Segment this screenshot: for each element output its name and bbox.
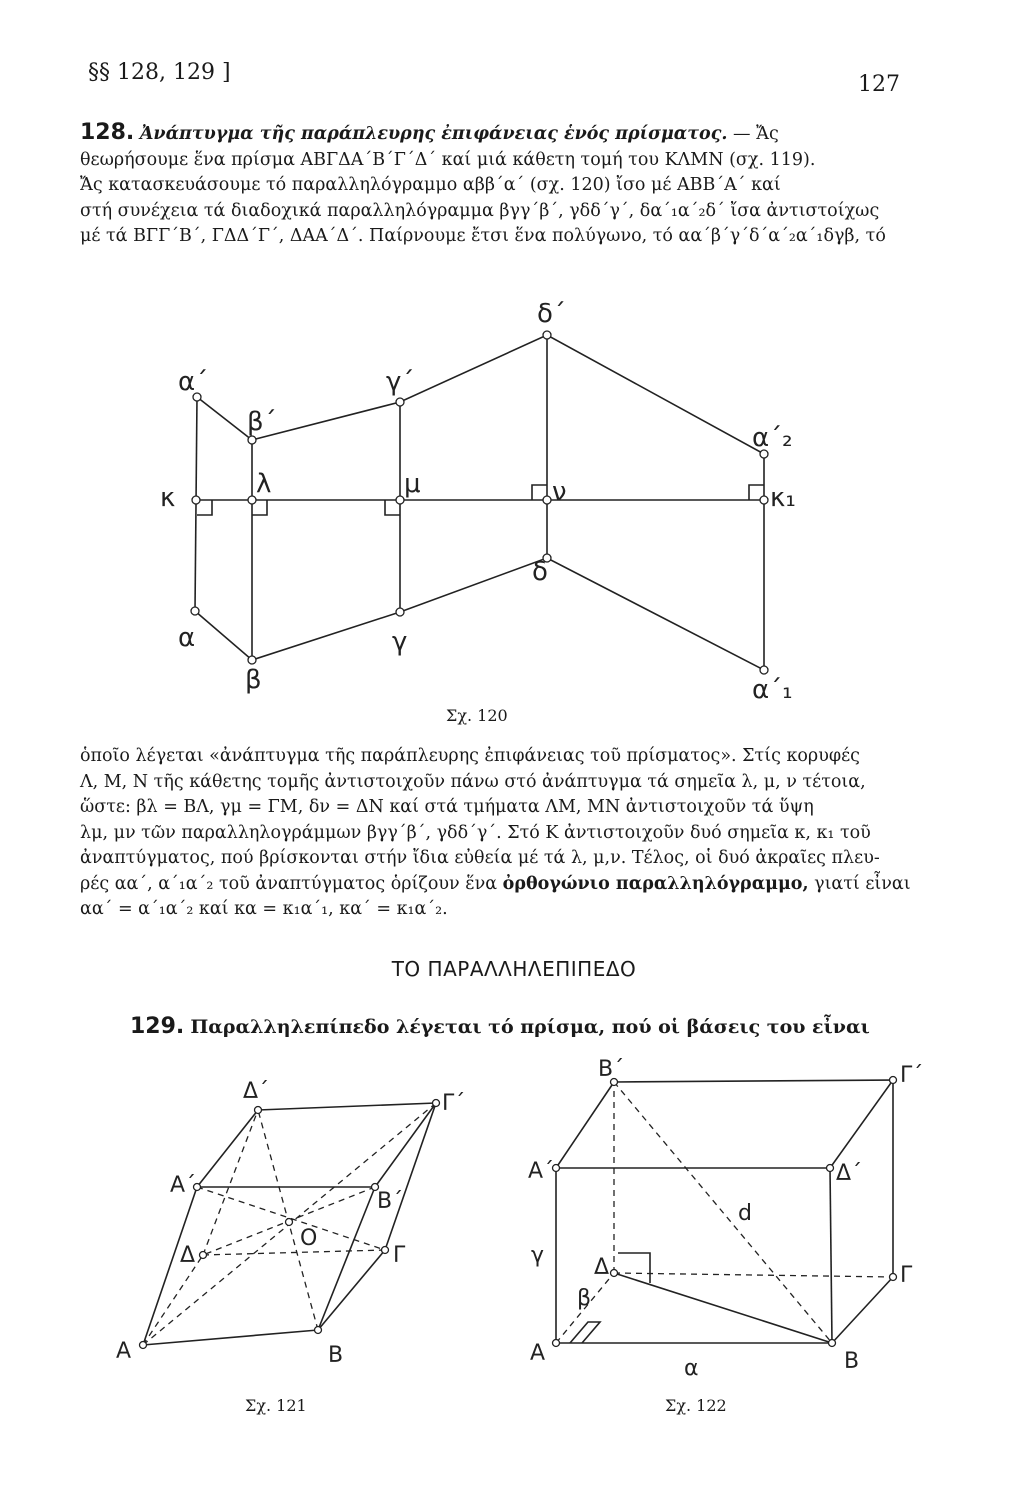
figure-120-development: [150, 299, 850, 728]
fig120-label-l: λ: [256, 469, 272, 499]
fig122-point: [890, 1077, 897, 1084]
figure-122-parallelepiped: [525, 1055, 925, 1380]
fig122-point: [553, 1340, 560, 1347]
fig122-dashed-lines: [556, 1082, 893, 1343]
fig122-point: [890, 1274, 897, 1281]
fig122-point: [611, 1270, 618, 1277]
fig120-label-n: ν: [552, 477, 567, 507]
fig120-point: [192, 496, 200, 504]
fig122-point: [827, 1165, 834, 1172]
header-sections: §§ 128, 129 ]: [88, 60, 231, 85]
section-128-paragraph: [80, 120, 955, 250]
fig121-point: [200, 1252, 207, 1259]
section-128-line: Ἄς κατασκευάσουμε τό παραλληλόγραμμο αββ΄α΄ (σχ. 120) ἴσο μέ ΑΒΒ΄Α΄ καί: [80, 175, 781, 195]
fig120-label-a-prime: α΄: [178, 367, 209, 397]
continuation-line: Λ, Μ, Ν τῆς κάθετης τομῆς ἀντιστοιχοῦν πάνω στό ἀνάπτυγμα τά σημεῖα λ, μ, ν τέτοια,: [80, 771, 866, 792]
fig122-label-b-prime: Β΄: [598, 1057, 625, 1082]
section-128-number: 128.: [80, 120, 135, 145]
section-128-title: Ἀνάπτυγμα τῆς παράπλευρης ἐπιφάνειας ἑνός πρίσματος.: [139, 124, 728, 144]
fig121-point: [433, 1100, 440, 1107]
fig121-point: [286, 1219, 293, 1226]
fig121-label-d: Δ: [180, 1243, 196, 1268]
fig121-label-b-prime: Β΄: [377, 1189, 404, 1214]
fig122-label-d-length: d: [738, 1201, 752, 1226]
fig120-label-d-prime: δ΄: [537, 299, 566, 329]
fig121-point: [140, 1342, 147, 1349]
fig120-label-b: β: [245, 665, 262, 695]
fig122-label-gamma: γ: [531, 1243, 545, 1268]
fig122-point: [829, 1340, 836, 1347]
continuation-line: ὥστε: βλ = ΒΛ, γμ = ΓΜ, δν = ΔΝ καί στά τμήματα ΛΜ, ΜΝ ἀντιστοιχοῦν τά ὕψη: [80, 797, 814, 817]
fig122-diagonal-ab: [614, 1273, 832, 1343]
section-129-number: 129.: [130, 1014, 185, 1039]
fig122-label-alpha: α: [684, 1356, 699, 1381]
text-fragment: γιατί εἶναι: [808, 873, 911, 894]
fig120-point: [396, 608, 404, 616]
continuation-line: αα΄ = α΄₁α΄₂ καί κα = κ₁α΄₁, κα΄ = κ₁α΄₂.: [80, 899, 448, 919]
section-128-line: μέ τά ΒΓΓ΄Β΄, ΓΔΔ΄Γ΄, ΔΑΑ΄Δ΄. Παίρνουμε ἔτσι ἕνα πολύγωνο, τό αα΄β΄γ΄δ΄α΄₂α΄₁δγβ, τό: [80, 226, 886, 246]
continuation-line: λμ, μν τῶν παραλληλογράμμων βγγ΄β΄, γδδ΄γ΄. Στό Κ ἀντιστοιχοῦν δυό σημεῖα κ, κ₁ τοῦ: [80, 822, 871, 843]
fig120-point: [543, 331, 551, 339]
figure-121-caption: Σχ. 121: [245, 1396, 307, 1415]
section-title: ΤΟ ΠΑΡΑΛΛΗΛΕΠΙΠΕΔΟ: [391, 957, 637, 981]
fig120-point: [191, 607, 199, 615]
fig122-label-beta-cap: Β: [844, 1349, 860, 1374]
figure-120-caption: Σχ. 120: [446, 706, 508, 725]
fig122-right-angle-mark: [570, 1322, 600, 1343]
section-129-text: Παραλληλεπίπεδο λέγεται τό πρίσμα, πού οἱ βάσεις του εἶναι: [190, 1016, 870, 1038]
fig120-label-a: α: [178, 623, 196, 653]
fig122-label-g-prime: Γ΄: [900, 1063, 924, 1088]
fig122-label-beta: β: [577, 1286, 592, 1311]
section-128-continuation: [80, 744, 955, 923]
figure-122-caption: Σχ. 122: [665, 1396, 727, 1415]
page-number: 127: [858, 72, 900, 97]
fig122-solid-edges: [556, 1080, 893, 1343]
fig121-label-g: Γ: [393, 1243, 406, 1268]
fig120-point: [396, 398, 404, 406]
fig121-label-o: O: [300, 1226, 318, 1251]
fig120-point: [248, 496, 256, 504]
fig120-point: [248, 656, 256, 664]
section-128-heading-line: [80, 120, 955, 148]
fig120-label-a1-prime: α΄₁: [752, 675, 793, 705]
figure-121-parallelepiped: [110, 1070, 466, 1370]
fig120-point: [543, 496, 551, 504]
fig121-label-b: Β: [328, 1343, 344, 1368]
fig120-top-boundary: [197, 335, 764, 454]
rectangle-term: ὀρθογώνιο παραλληλόγραμμο,: [502, 873, 809, 894]
fig120-label-d: δ: [532, 557, 548, 587]
fig120-point: [760, 666, 768, 674]
continuation-line-bold-phrase: [80, 872, 955, 898]
fig122-label-alpha-cap: Α: [530, 1341, 546, 1366]
section-129-line: [130, 1014, 870, 1039]
fig121-point: [255, 1107, 262, 1114]
fig121-label-g-prime: Γ΄: [442, 1091, 466, 1116]
section-128-line: θεωρήσουμε ἕνα πρίσμα ΑΒΓΔΑ΄Β΄Γ΄Δ΄ καί μιά κάθετη τομή του ΚΛΜΝ (σχ. 119).: [80, 149, 816, 170]
fig120-point: [248, 436, 256, 444]
fig122-right-angle-mark: [618, 1253, 650, 1283]
section-128-lead: — Ἄς: [733, 124, 779, 144]
text-fragment: ρές αα΄, α΄₁α΄₂ τοῦ ἀναπτύγματος ὁρίζουν ἕνα: [80, 873, 503, 894]
fig121-point: [315, 1327, 322, 1334]
fig120-label-m: μ: [404, 469, 421, 499]
fig120-label-a2-prime: α΄₂: [752, 423, 793, 453]
fig120-point: [396, 496, 404, 504]
fig120-label-g-prime: γ΄: [386, 367, 415, 397]
fig120-label-k: κ: [160, 483, 176, 513]
fig120-label-k1: κ₁: [770, 483, 796, 513]
fig121-label-d-prime: Δ΄: [243, 1079, 270, 1104]
fig121-point: [382, 1247, 389, 1254]
continuation-line: ἀναπτύγματος, πού βρίσκονται στήν ἴδια εὐθεία μέ τά λ, μ,ν. Τέλος, οἱ δυό ἀκραῖες πλευ-: [80, 848, 880, 868]
section-128-line: στή συνέχεια τά διαδοχικά παραλληλόγραμμα βγγ΄β΄, γδδ΄γ΄, δα΄₁α΄₂δ΄ ἴσα ἀντιστοίχως: [80, 200, 880, 221]
continuation-line: ὁποῖο λέγεται «ἀνάπτυγμα τῆς παράπλευρης ἐπιφάνειας τοῦ πρίσματος». Στίς κορυφές: [80, 746, 860, 766]
fig122-label-gamma-cap: Γ: [900, 1263, 913, 1288]
fig122-label-a-prime: Α΄: [528, 1159, 555, 1184]
fig120-bottom-boundary: [195, 558, 764, 670]
fig122-label-d-prime: Δ΄: [836, 1161, 863, 1186]
fig120-label-g: γ: [392, 627, 408, 657]
fig120-label-b-prime: β΄: [247, 407, 277, 437]
fig120-point: [760, 496, 768, 504]
fig121-label-a-prime: Α΄: [170, 1173, 197, 1198]
fig122-label-delta: Δ: [594, 1255, 610, 1280]
fig121-label-a: Α: [116, 1339, 132, 1364]
